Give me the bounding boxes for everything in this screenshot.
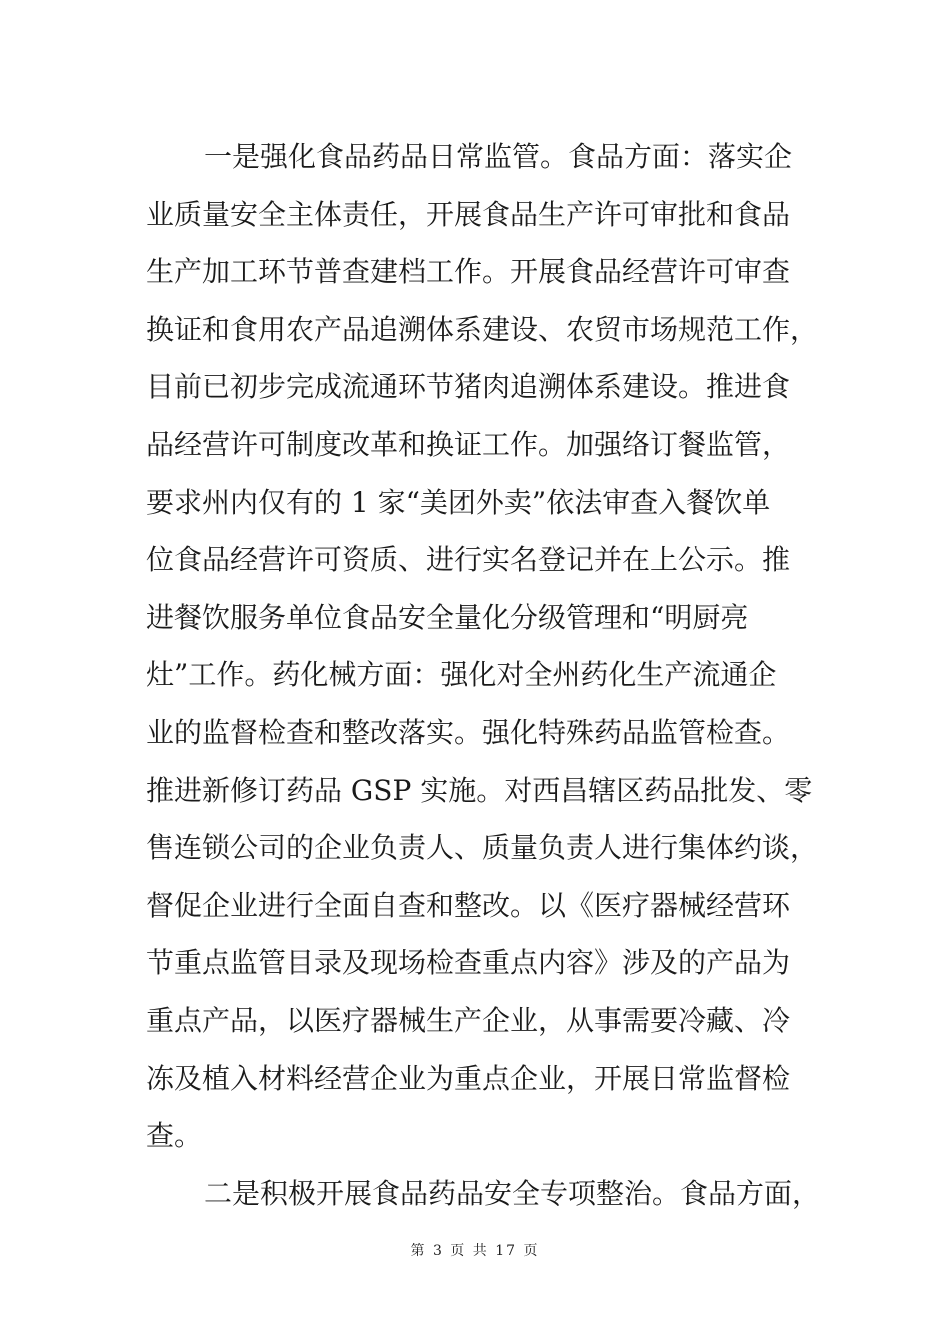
text-line: 查。: [146, 1119, 203, 1153]
text-line: 业的监督检查和整改落实。强化特殊药品监管检查。: [146, 715, 791, 749]
text-line: 生产加工环节普查建档工作。开展食品经营许可审查: [146, 255, 791, 289]
page-number-footer: 第 3 页 共 17 页: [410, 1243, 540, 1259]
text-line: 目前已初步完成流通环节猪肉追溯体系建设。推进食: [146, 370, 791, 404]
text-line: 灶”工作。药化械方面：强化对全州药化生产流通企: [146, 658, 777, 692]
text-line: 推进新修订药品 GSP 实施。对西昌辖区药品批发、零: [146, 773, 813, 807]
text-line: 换证和食用农产品追溯体系建设、农贸市场规范工作，: [146, 312, 819, 346]
text-line: 位食品经营许可资质、进行实名登记并在上公示。推: [146, 543, 791, 577]
text-line: 冻及植入材料经营企业为重点企业，开展日常监督检: [146, 1061, 791, 1095]
text-line: 业质量安全主体责任，开展食品生产许可审批和食品: [146, 197, 791, 231]
text-line: 督促企业进行全面自查和整改。以《医疗器械经营环: [146, 888, 791, 922]
text-line: 售连锁公司的企业负责人、质量负责人进行集体约谈，: [146, 831, 819, 865]
text-line: 重点产品，以医疗器械生产企业，从事需要冷藏、冷: [146, 1003, 791, 1037]
paragraph-2: [146, 1165, 826, 1223]
text-line: 一是强化食品药品日常监管。食品方面：落实企: [204, 140, 793, 173]
text-line: 二是积极开展食品药品安全专项整治。食品方面，: [204, 1176, 821, 1210]
text-line: 进餐饮服务单位食品安全量化分级管理和“明厨亮: [146, 600, 749, 634]
text-line: 要求州内仅有的 1 家“美团外卖”依法审查入餐饮单: [146, 485, 771, 519]
body-text: [146, 128, 826, 1222]
text-line: 品经营许可制度改革和换证工作。加强络订餐监管，: [146, 427, 791, 461]
text-line: 节重点监管目录及现场检查重点内容》涉及的产品为: [146, 946, 791, 980]
paragraph-1: [146, 128, 826, 1165]
